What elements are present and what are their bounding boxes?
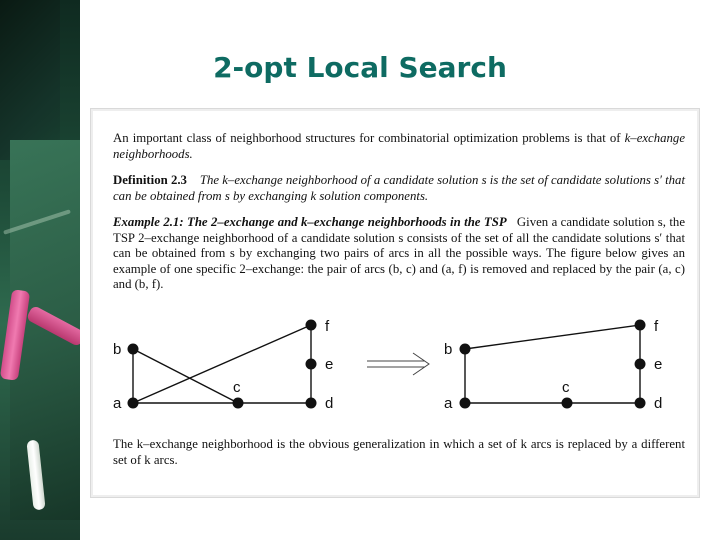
slide-title: 2-opt Local Search	[213, 51, 507, 84]
definition-text: The k–exchange neighborhood of a candidate solution s is the set of candidate solutions s′ that can be obtained from s by exchanging k solution components.	[113, 173, 686, 203]
node-d	[306, 398, 317, 409]
right-graph-labels	[444, 318, 662, 412]
node-label-a: a	[444, 395, 453, 412]
node-b	[128, 344, 139, 355]
edge-b-f	[465, 325, 640, 349]
node-label-c: c	[233, 379, 241, 396]
document-excerpt	[90, 108, 700, 498]
node-label-e: e	[654, 356, 663, 373]
node-label-c: c	[562, 379, 570, 396]
intro-term: k–exchange neighborhoods.	[113, 131, 686, 161]
edge-a-f	[133, 325, 311, 403]
example-text: Given a candidate solution s, the TSP 2–exchange neighborhood of a candidate solution s consists of the set of all the candidate solutions s′ that can be obtained from s by exchanging two pairs of arcs in all the possible ways. The figure below gives an example of one specific 2–exchange: the pair of arcs (b, c) and (a, f) is removed and replaced by the pair (a, c) and (b, f).	[113, 215, 685, 291]
example-label: Example 2.1: The 2–exchange and k–exchange neighborhoods in the TSP	[113, 215, 507, 229]
node-label-a: a	[113, 395, 122, 412]
node-label-b: b	[444, 341, 453, 358]
node-f	[306, 320, 317, 331]
node-label-d: d	[654, 395, 663, 412]
node-e	[306, 359, 317, 370]
double-right-arrow-icon	[367, 353, 429, 375]
closing-paragraph: The k–exchange neighborhood is the obvious generalization in which a set of k arcs is replaced by a different set of k arcs.	[113, 437, 685, 467]
node-e	[635, 359, 646, 370]
chalkboard-shadow	[0, 0, 60, 160]
node-label-b: b	[113, 341, 122, 358]
node-a	[128, 398, 139, 409]
node-c	[233, 398, 244, 409]
node-d	[635, 398, 646, 409]
node-label-f: f	[654, 318, 659, 335]
node-label-f: f	[325, 318, 330, 335]
definition-label: Definition 2.3	[113, 173, 187, 187]
node-b	[460, 344, 471, 355]
right-graph-nodes	[460, 320, 646, 409]
node-label-e: e	[325, 356, 334, 373]
node-label-d: d	[325, 395, 334, 412]
node-c	[562, 398, 573, 409]
node-f	[635, 320, 646, 331]
chalkboard-photo	[0, 0, 80, 540]
right-graph-edges	[465, 325, 640, 403]
node-a	[460, 398, 471, 409]
left-graph-edges	[133, 325, 311, 403]
intro-text: An important class of neighborhood structures for combinatorial optimization problems is that of	[113, 131, 621, 145]
edge-b-c	[133, 349, 238, 403]
